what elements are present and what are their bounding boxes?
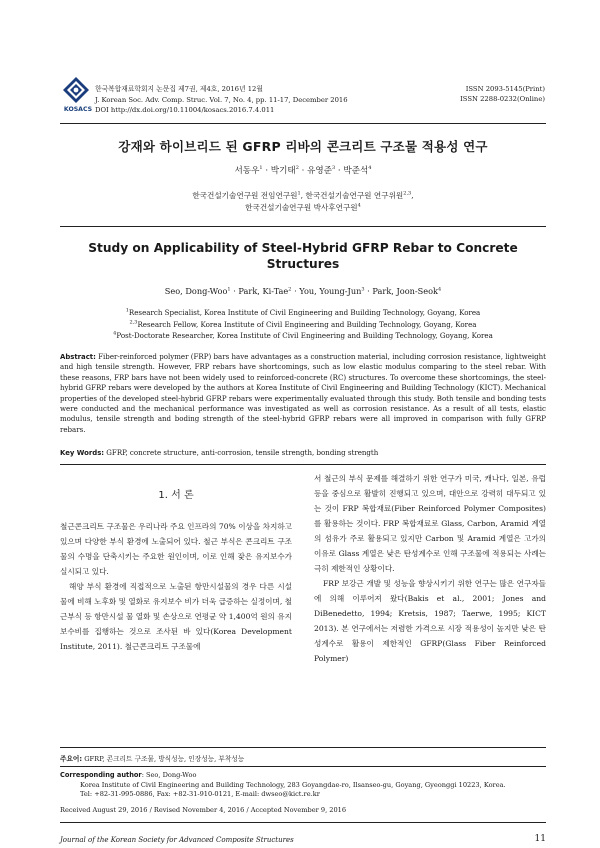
right-column: [314, 471, 546, 666]
separator: ·: [230, 286, 239, 296]
korean-keywords: [60, 753, 546, 763]
affil-en-1: Research Specialist, Korea Institute of Civil Engineering and Building Technology, Goyang, Korea: [128, 308, 481, 317]
affil-ko-3: 한국건설기술연구원 박사후연구원: [245, 203, 358, 212]
korean-keywords-text: GFRP, 콘크리트 구조물, 방식성능, 인장성능, 부착성능: [82, 755, 245, 763]
affil-marker: 1: [297, 190, 301, 197]
korean-authors: [60, 164, 546, 176]
page-number: 11: [534, 834, 546, 844]
journal-en: J. Korean Soc. Adv. Comp. Struc. Vol. 7, No. 4, pp. 11-17, December 2016: [95, 95, 348, 104]
journal-info: [95, 84, 395, 116]
abstract: [60, 352, 546, 435]
keywords-label: Key Words:: [60, 449, 105, 457]
separator: ·: [364, 286, 373, 296]
author-2-en: Park, Ki-Tae: [238, 286, 289, 296]
affil-marker: 2,3: [129, 319, 138, 326]
separator: ·: [291, 286, 300, 296]
affil-marker: 4: [357, 202, 361, 209]
keywords: [60, 448, 546, 458]
english-title: [60, 240, 546, 272]
paragraph: FRP 보강근 개발 및 성능을 향상시키기 위한 연구는 많은 연구자들에 의해 이루어져 왔다(Bakis et al., 2001; Jones and DiBenedetto, 1994; Kretsis, 1987; Taerwe, 1995; KICT 2013). 본 연구에서는 저렴한 가격으로 시장 적용성이 높지만 낮은 탄성계수로 활용이 제한적인 GFRP(Glass Fiber Reinforced Polymer): [314, 579, 546, 663]
affil-marker: 2: [288, 286, 292, 293]
section-1-title: 1. 서 론: [158, 490, 194, 501]
affil-marker: 3: [361, 286, 365, 293]
kosacs-logo: [62, 76, 90, 104]
author-1-ko: 서동우: [234, 166, 260, 176]
abstract-text: Fiber-reinforced polymer (FRP) bars have advantages as a construction material, including corrosion resistance, lightweight and high tensile strength. However, FRP rebars have shortcomings, such as low elastic modulus comparing to the steel rebar. With these reasons, FRP bars have not been widely used to reinforced-concrete (RC) structures. To overcome these shortcomings, the steel-hybrid GFRP rebars were developed by the authors at Korea Institute of Civil Engineering and Building Technology (KICT). Mechanical properties of the developed steel-hybrid GFRP rebars were experimentally evaluated through this study. Both tensile and bonding tests were conducted and the mechanical performance was investigated as well as corrosion resistance. As a result of all tests, elastic modulus, tensile strength and boding strength of the steel-hybrid GFRP rebars were all improved in comparison with fully GFRP rebars.: [60, 352, 546, 434]
affil-marker: 4: [438, 286, 442, 293]
affil-en-3: Post-Doctorate Researcher, Korea Institute of Civil Engineering and Building Technology, Goyang, Korea: [116, 331, 493, 340]
affil-marker: 1: [259, 165, 263, 172]
paragraph: 해양 부식 환경에 직접적으로 노출된 항만시설물의 경우 다른 시설물에 비해 노후화 및 열화로 유지보수 비가 더욱 급증하는 실정이며, 철근부식 등 항만시설 물 열화 및 손상으로 연평균 약 1,400억 원의 유지보수비를 집행하는 것으로 조사된 바 있다(Korea Development Institute, 2011). 철근콘크리트 구조물에: [60, 582, 292, 651]
affil-marker: 4: [368, 165, 372, 172]
affil-ko-1: 한국건설기술연구원 전임연구원: [192, 191, 298, 200]
header-rule: [60, 123, 546, 124]
english-authors: [60, 286, 546, 296]
affil-marker: 1: [125, 307, 129, 314]
author-3-ko: 유영준: [307, 166, 332, 176]
affil-marker: 3: [332, 165, 336, 172]
paragraph: 철근콘크리트 구조물은 우리나라 주요 인프라의 70% 이상을 차지하고 있으며 다양한 부식 환경에 노출되어 있다. 철근 부식은 콘크리트 구조물의 수명을 단축시키는 주요한 원인이며, 이로 인해 잦은 유지보수가 실시되고 있다.: [60, 522, 292, 576]
author-1-en: Seo, Dong-Woo: [164, 286, 228, 296]
abstract-label: Abstract:: [60, 353, 96, 361]
author-4-ko: 박준석: [343, 166, 369, 176]
left-column: [60, 519, 292, 654]
corresponding-address: Korea Institute of Civil Engineering and Building Technology, 283 Goyangdae-ro, Ilsanseo-gu, Goyang, Gyeonggi 10223, Korea.: [80, 780, 506, 789]
author-4-en: Park, Joon-Seok: [372, 286, 439, 296]
korean-affiliations: [60, 190, 546, 214]
issn-online: ISSN 2288-0232(Online): [460, 95, 545, 103]
affil-en-2: Research Fellow, Korea Institute of Civil Engineering and Building Technology, Goyang, Korea: [137, 319, 477, 329]
separator: ·: [335, 166, 344, 176]
journal-ko: 한국복합재료학회지 논문집 제7권, 제4호, 2016년 12월: [95, 85, 263, 93]
affil-marker: 1: [227, 286, 231, 293]
english-title-line-1: Study on Applicability of Steel-Hybrid GFRP Rebar to Concrete: [88, 241, 518, 255]
corresponding-contact[interactable]: Tel: +82-31-995-0886, Fax: +82-31-910-0121, E-mail: dwseo@kict.re.kr: [80, 790, 320, 799]
received-dates: Received August 29, 2016 / Revised November 4, 2016 / Accepted November 9, 2016: [60, 806, 347, 814]
affil-ko-2: , 한국건설기술연구원 연구위원: [300, 191, 404, 200]
english-affiliations: [60, 307, 546, 342]
korean-keywords-label: 주요어:: [60, 755, 83, 763]
logo-text: KOSACS: [63, 106, 93, 113]
title-rule: [60, 226, 546, 227]
affil-marker: 2: [295, 165, 299, 172]
affil-ko-comma: ,: [411, 191, 414, 200]
issn-info: [430, 84, 545, 104]
affil-marker: 2,3: [403, 190, 412, 197]
corresponding-author: [60, 771, 546, 800]
keywords-text: GFRP, concrete structure, anti-corrosion, tensile strength, bonding strength: [104, 448, 379, 457]
footer-rule: [60, 822, 546, 823]
korean-title: 강재와 하이브리드 된 GFRP 리바의 콘크리트 구조물 적용성 연구: [118, 139, 488, 154]
issn-print: ISSN 2093-5145(Print): [465, 85, 545, 93]
author-2-ko: 박기태: [270, 166, 296, 176]
abstract-rule: [60, 464, 546, 465]
separator: ·: [298, 166, 308, 176]
affil-marker: 4: [113, 330, 117, 337]
corr-rule: [60, 766, 546, 767]
corresponding-label: Corresponding author: [60, 771, 142, 779]
doi-link[interactable]: DOI http://dx.doi.org/10.11004/kosacs.2016.7.4.011: [95, 106, 275, 114]
english-title-line-2: Structures: [266, 257, 340, 271]
footer-journal-name: Journal of the Korean Society for Advanced Composite Structures: [60, 836, 294, 844]
author-3-en: You, Young-Jun: [299, 286, 362, 296]
separator: ·: [262, 166, 271, 176]
corresponding-name: : Seo, Dong-Woo: [141, 771, 197, 779]
footnote-rule: [60, 747, 546, 748]
paragraph: 서 철근의 부식 문제를 해결하기 위한 연구가 미국, 캐나다, 일본, 유럽 등을 중심으로 활발히 진행되고 있으며, 대안으로 강력히 대두되고 있는 것이 FRP 복합재료(Fiber Reinforced Polymer Composites)를 활용하는 것이다. FRP 복합재료로 Glass, Carbon, Aramid 계열의 섬유가 주로 활용되고 있지만 Carbon 및 Aramid 계열은 고가의 이유로 Glass 계열은 낮은 탄성계수로 인해 구조물에 적용되는 사례는 극히 제한적인 상황이다.: [314, 474, 546, 573]
